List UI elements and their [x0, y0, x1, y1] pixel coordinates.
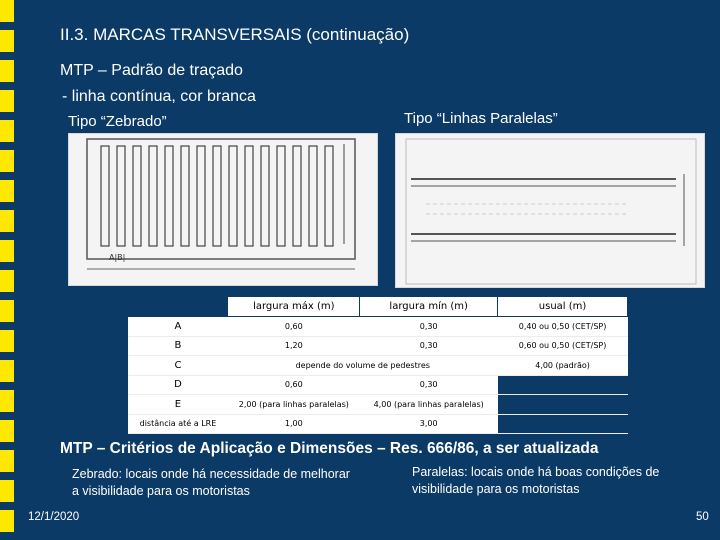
zebra-stripe [133, 146, 141, 246]
zebra-stripe [325, 146, 333, 246]
zebrado-drawing [69, 134, 379, 287]
zebra-stripe [149, 146, 157, 246]
label-zebrado: Tipo “Zebrado” [68, 113, 167, 130]
zebra-stripe [229, 146, 237, 246]
cell-max: 0,60 [228, 317, 360, 337]
cell-min: 4,00 (para linhas paralelas) [360, 395, 498, 415]
zebra-dim-label: A|B| [109, 253, 126, 262]
row-key: A [128, 317, 228, 337]
zebra-stripe [277, 146, 285, 246]
zebra-stripe [309, 146, 317, 246]
zebra-stripe [293, 146, 301, 246]
cell-max: 1,20 [228, 336, 360, 356]
slide-title: II.3. MARCAS TRANSVERSAIS (continuação) [60, 25, 410, 44]
header-usual: usual (m) [498, 297, 628, 317]
zebra-stripe [245, 146, 253, 246]
row-key: E [128, 395, 228, 415]
zebrado-diagram [68, 133, 378, 286]
table-row [128, 336, 628, 356]
paralelas-drawing [396, 134, 706, 289]
cell-usual: 0,40 ou 0,50 (CET/SP) [498, 317, 628, 337]
zebra-stripe [197, 146, 205, 246]
table-row [128, 317, 628, 337]
paralelas-diagram [395, 133, 705, 288]
zebra-stripe [213, 146, 221, 246]
label-paralelas: Tipo “Linhas Paralelas” [404, 110, 558, 127]
note-paralelas: Paralelas: locais onde há boas condições de visibilidade para os motoristas [412, 465, 660, 496]
zebra-stripe [261, 146, 269, 246]
cell-min: 0,30 [360, 336, 498, 356]
zebra-stripe [101, 146, 109, 246]
zebra-stripe [117, 146, 125, 246]
header-largura-min: largura mín (m) [360, 297, 498, 317]
subtitle-detail: - linha contínua, cor branca [62, 88, 256, 105]
header-largura-max: largura máx (m) [228, 297, 360, 317]
row-key: distância até a LRE [128, 414, 228, 434]
table-row [128, 395, 628, 415]
cell-min: 3,00 [360, 414, 498, 434]
left-decorative-stripe [0, 0, 14, 540]
page-number: 50 [696, 511, 709, 523]
row-key: C [128, 356, 228, 376]
cell-span: depende do volume de pedestres [228, 356, 498, 376]
subtitle: MTP – Padrão de traçado [60, 62, 243, 79]
cell-max: 2,00 (para linhas paralelas) [228, 395, 360, 415]
slide-date: 12/1/2020 [28, 511, 80, 523]
cell-usual: 0,60 ou 0,50 (CET/SP) [498, 336, 628, 356]
row-key: B [128, 336, 228, 356]
dimension-table [128, 296, 628, 434]
table-row [128, 414, 628, 434]
cell-usual: 4,00 (padrão) [498, 356, 628, 376]
note-zebrado: Zebrado: locais onde há necessidade de melhorar a visibilidade para os motoristas [72, 467, 350, 498]
zebra-stripe [181, 146, 189, 246]
criteria-title: MTP – Critérios de Aplicação e Dimensões – Res. 666/86, a ser atualizada [60, 440, 599, 457]
zebra-stripe [165, 146, 173, 246]
cell-max: 1,00 [228, 414, 360, 434]
cell-max: 0,60 [228, 375, 360, 395]
table-row [128, 356, 628, 376]
table-row [128, 375, 628, 395]
cell-min: 0,30 [360, 375, 498, 395]
row-key: D [128, 375, 228, 395]
cell-min: 0,30 [360, 317, 498, 337]
